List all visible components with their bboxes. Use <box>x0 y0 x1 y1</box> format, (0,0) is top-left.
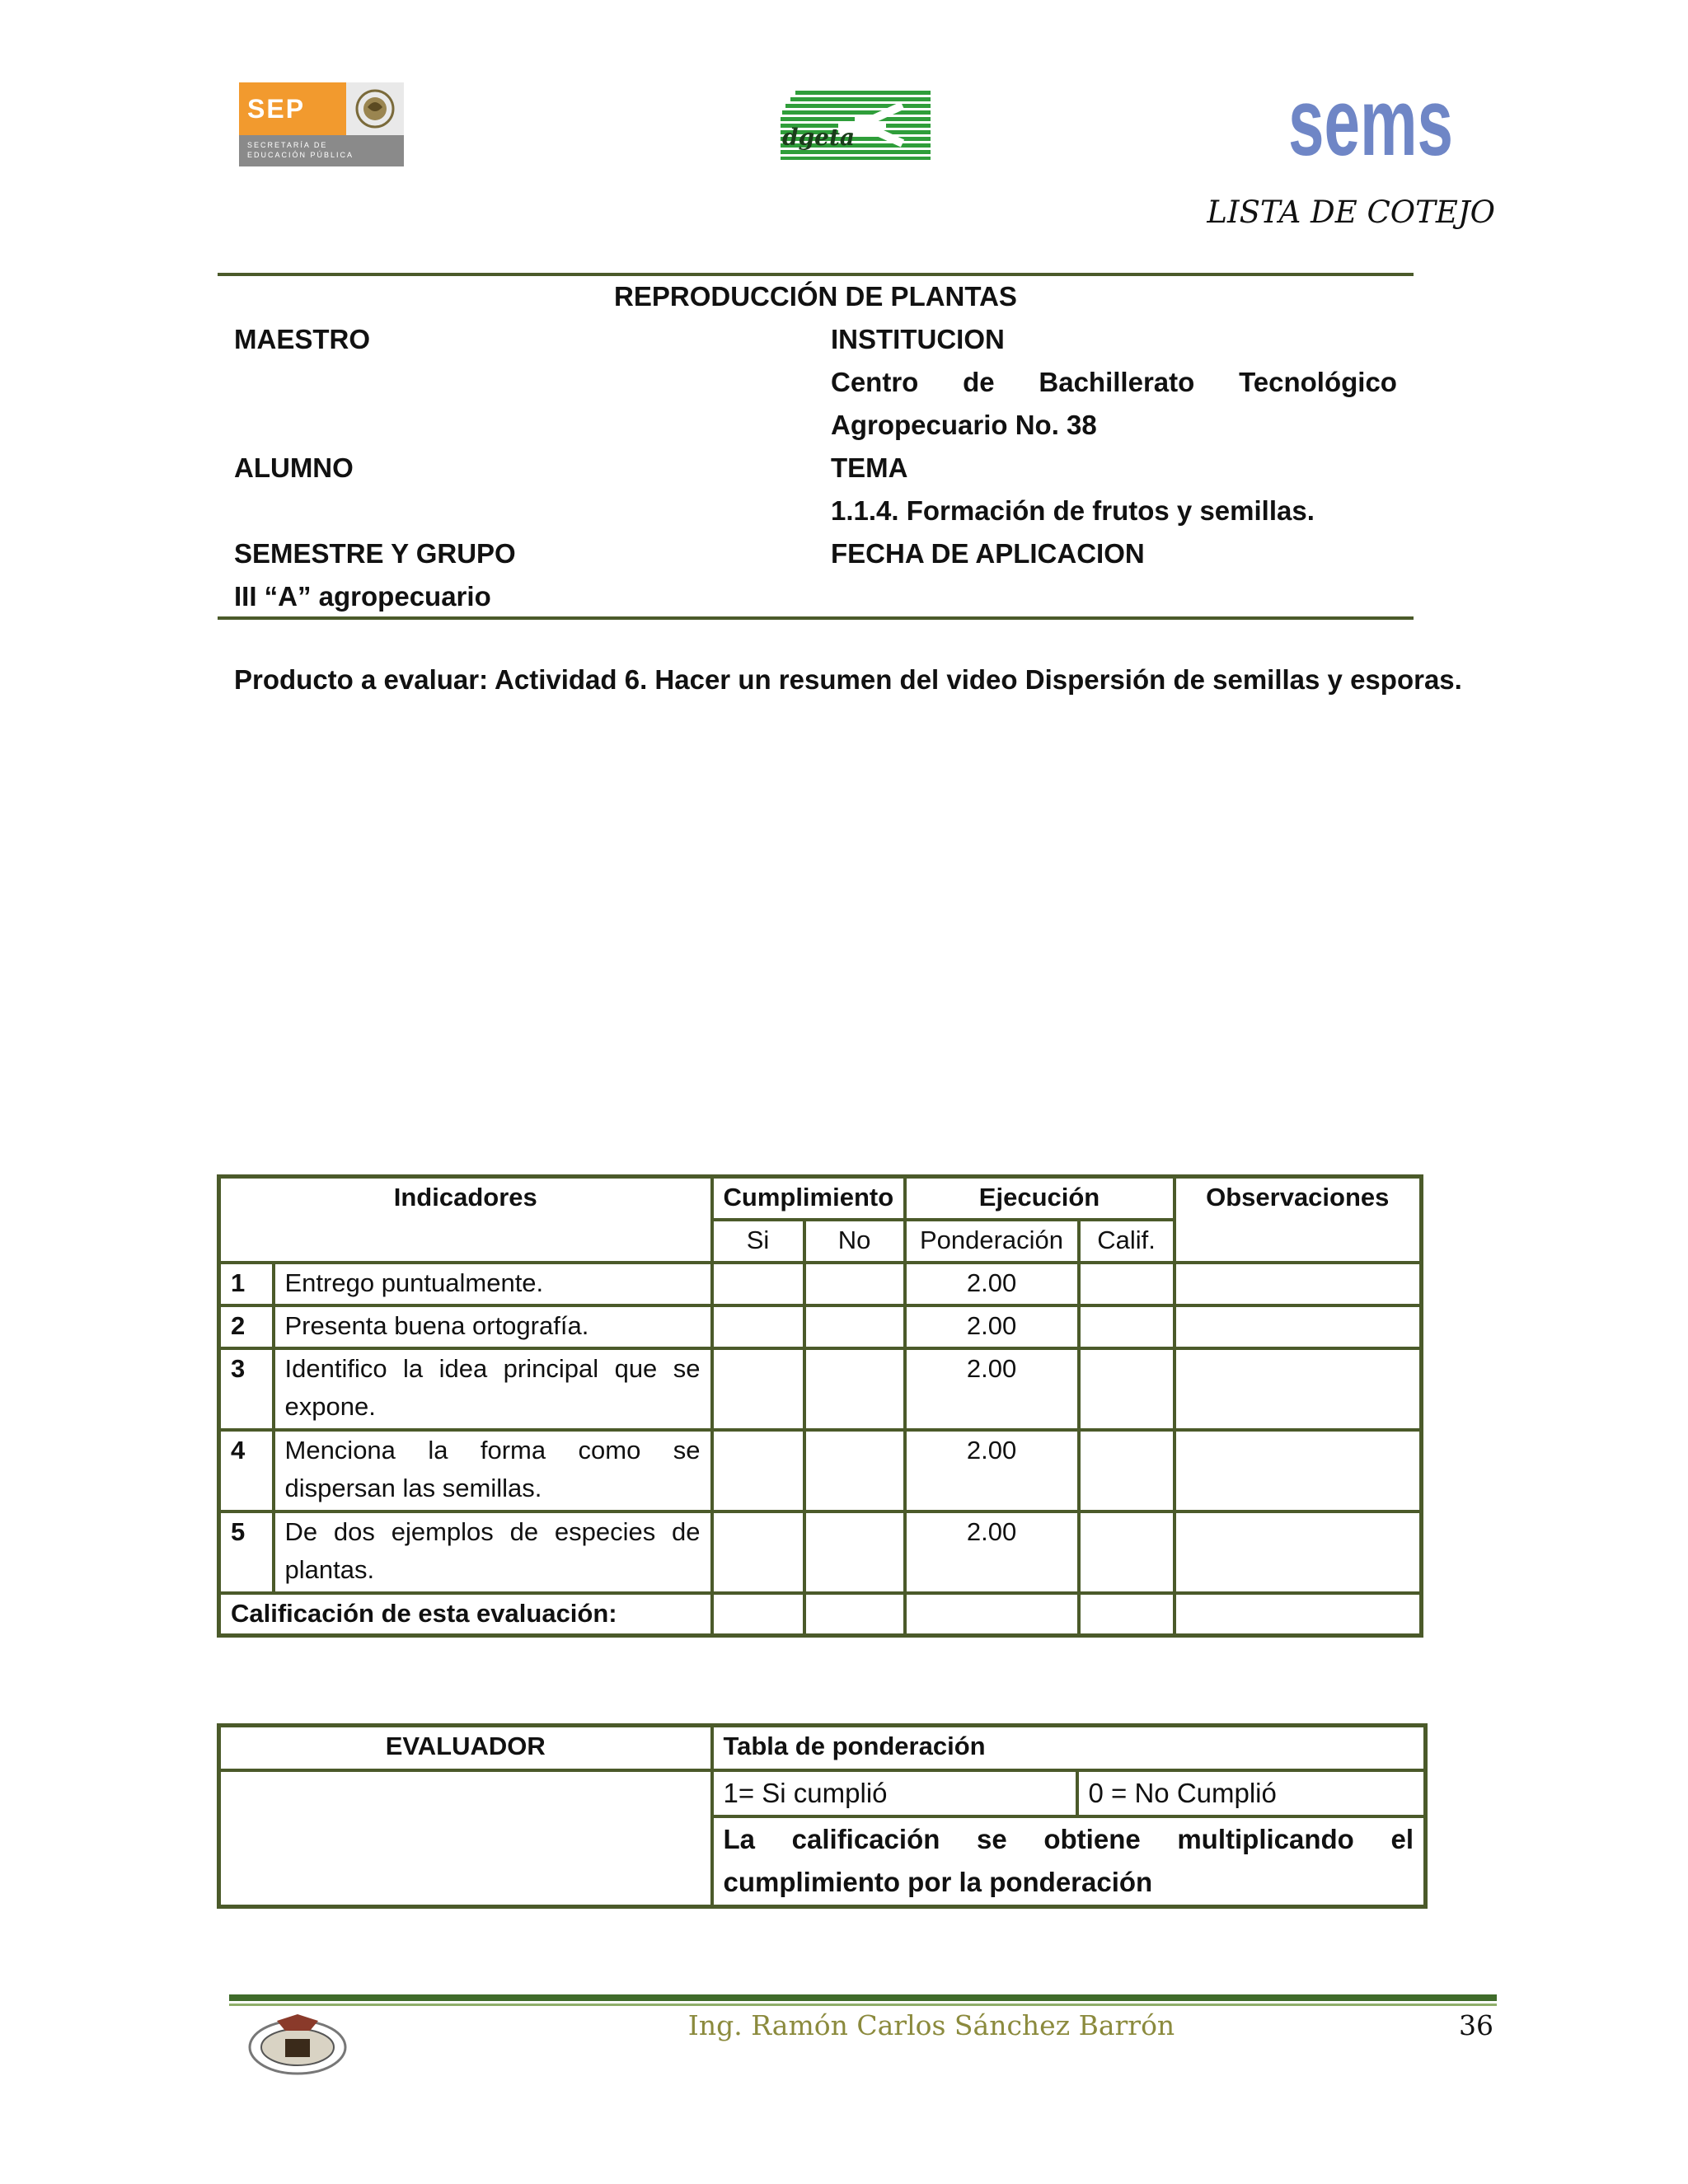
product-to-evaluate: Producto a evaluar: Actividad 6. Hacer un resumen del video Dispersión de semillas y esporas. <box>234 664 1462 695</box>
sep-logo <box>239 82 404 166</box>
table-row <box>219 1430 1422 1511</box>
total-ponderacion-cell[interactable] <box>905 1593 1079 1636</box>
tema-value: 1.1.4. Formación de frutos y semillas. <box>831 495 1315 526</box>
ponderacion-cell: 2.00 <box>905 1263 1079 1305</box>
sems-logo <box>1284 68 1457 176</box>
sep-logo-orange-block <box>239 82 346 135</box>
calif-cell[interactable] <box>1079 1348 1175 1430</box>
institucion-word: de <box>963 367 995 397</box>
total-label: Calificación de esta evaluación: <box>219 1593 712 1636</box>
total-calif-cell[interactable] <box>1079 1593 1175 1636</box>
row-indicator: Entrego puntualmente. <box>274 1263 712 1305</box>
checklist-table <box>217 1174 1423 1638</box>
ponderacion-cell: 2.00 <box>905 1305 1079 1348</box>
sep-logo-gray-band <box>239 135 404 166</box>
si-cell[interactable] <box>712 1348 804 1430</box>
si-cell[interactable] <box>712 1305 804 1348</box>
dgeta-logo-text: dgeta <box>782 124 856 151</box>
no-cell[interactable] <box>804 1263 905 1305</box>
observaciones-cell[interactable] <box>1175 1430 1422 1511</box>
no-cell[interactable] <box>804 1511 905 1593</box>
no-cumplio-label: 0 = No Cumplió <box>1077 1770 1426 1816</box>
no-cell[interactable] <box>804 1348 905 1430</box>
total-row <box>219 1593 1422 1636</box>
header-observaciones: Observaciones <box>1175 1177 1422 1263</box>
document-type-title: LISTA DE COTEJO <box>1207 194 1495 230</box>
institucion-value-line1 <box>831 361 1397 404</box>
calif-cell[interactable] <box>1079 1305 1175 1348</box>
row-indicator: Presenta buena ortografía. <box>274 1305 712 1348</box>
header-ponderacion: Ponderación <box>905 1220 1079 1263</box>
calif-cell[interactable] <box>1079 1511 1175 1593</box>
row-number: 1 <box>219 1263 274 1305</box>
calif-cell[interactable] <box>1079 1430 1175 1511</box>
header-si: Si <box>712 1220 804 1263</box>
observaciones-cell[interactable] <box>1175 1263 1422 1305</box>
row-number: 4 <box>219 1430 274 1511</box>
row-number: 3 <box>219 1348 274 1430</box>
dgeta-logo <box>779 89 932 160</box>
header-no: No <box>804 1220 905 1263</box>
tema-label: TEMA <box>831 452 908 483</box>
maestro-label: MAESTRO <box>234 324 370 354</box>
header-cumplimiento: Cumplimiento <box>712 1177 905 1220</box>
evaluator-table <box>217 1723 1428 1909</box>
observaciones-cell[interactable] <box>1175 1348 1422 1430</box>
calculation-note: La calificación se obtiene multiplicando el cumplimiento por la ponderación <box>712 1816 1426 1907</box>
evaluador-label: EVALUADOR <box>219 1726 712 1770</box>
row-indicator: Identifico la idea principal que se expone. <box>274 1348 712 1430</box>
row-number: 2 <box>219 1305 274 1348</box>
header-calif: Calif. <box>1079 1220 1175 1263</box>
observaciones-cell[interactable] <box>1175 1305 1422 1348</box>
table-row <box>219 1348 1422 1430</box>
total-no-cell[interactable] <box>804 1593 905 1636</box>
table-row <box>219 1511 1422 1593</box>
ponderacion-cell: 2.00 <box>905 1348 1079 1430</box>
header-ejecucion: Ejecución <box>905 1177 1175 1220</box>
si-cell[interactable] <box>712 1511 804 1593</box>
evaluador-signature-cell[interactable] <box>219 1770 712 1907</box>
si-cell[interactable] <box>712 1263 804 1305</box>
row-number: 5 <box>219 1511 274 1593</box>
header-indicadores: Indicadores <box>219 1177 712 1263</box>
calif-cell[interactable] <box>1079 1263 1175 1305</box>
institucion-label: INSTITUCION <box>831 324 1005 354</box>
info-bottom-rule <box>218 616 1414 620</box>
tabla-ponderacion-label: Tabla de ponderación <box>712 1726 1426 1770</box>
no-cell[interactable] <box>804 1305 905 1348</box>
fecha-label: FECHA DE APLICACION <box>831 538 1145 569</box>
footer-rule-thin <box>229 2004 1497 2006</box>
sems-logo-text: sems <box>1288 68 1453 176</box>
ponderacion-cell: 2.00 <box>905 1430 1079 1511</box>
school-seal-icon <box>244 2011 351 2080</box>
si-cumplio-label: 1= Si cumplió <box>712 1770 1077 1816</box>
alumno-label: ALUMNO <box>234 452 354 483</box>
institucion-value-line2: Agropecuario No. 38 <box>831 410 1097 440</box>
table-row <box>219 1263 1422 1305</box>
table-row <box>219 1305 1422 1348</box>
row-indicator: De dos ejemplos de especies de plantas. <box>274 1511 712 1593</box>
observaciones-cell[interactable] <box>1175 1511 1422 1593</box>
mexico-seal-icon <box>346 82 404 135</box>
page-number: 36 <box>1459 2009 1493 2041</box>
info-title: REPRODUCCIÓN DE PLANTAS <box>614 281 1017 312</box>
footer-rule <box>229 1994 1497 2001</box>
institucion-word: Tecnológico <box>1239 367 1397 397</box>
semestre-value: III “A” agropecuario <box>234 581 491 612</box>
sep-logo-subtitle: SECRETARÍA DE EDUCACIÓN PÚBLICA <box>247 141 354 159</box>
total-si-cell[interactable] <box>712 1593 804 1636</box>
institucion-word: Centro <box>831 367 919 397</box>
row-indicator: Menciona la forma como se dispersan las semillas. <box>274 1430 712 1511</box>
si-cell[interactable] <box>712 1430 804 1511</box>
sep-logo-text: SEP <box>247 94 306 124</box>
total-observaciones-cell[interactable] <box>1175 1593 1422 1636</box>
institucion-word: Bachillerato <box>1039 367 1195 397</box>
ponderacion-cell: 2.00 <box>905 1511 1079 1593</box>
footer-author: Ing. Ramón Carlos Sánchez Barrón <box>687 2009 1175 2041</box>
no-cell[interactable] <box>804 1430 905 1511</box>
semestre-label: SEMESTRE Y GRUPO <box>234 538 516 569</box>
